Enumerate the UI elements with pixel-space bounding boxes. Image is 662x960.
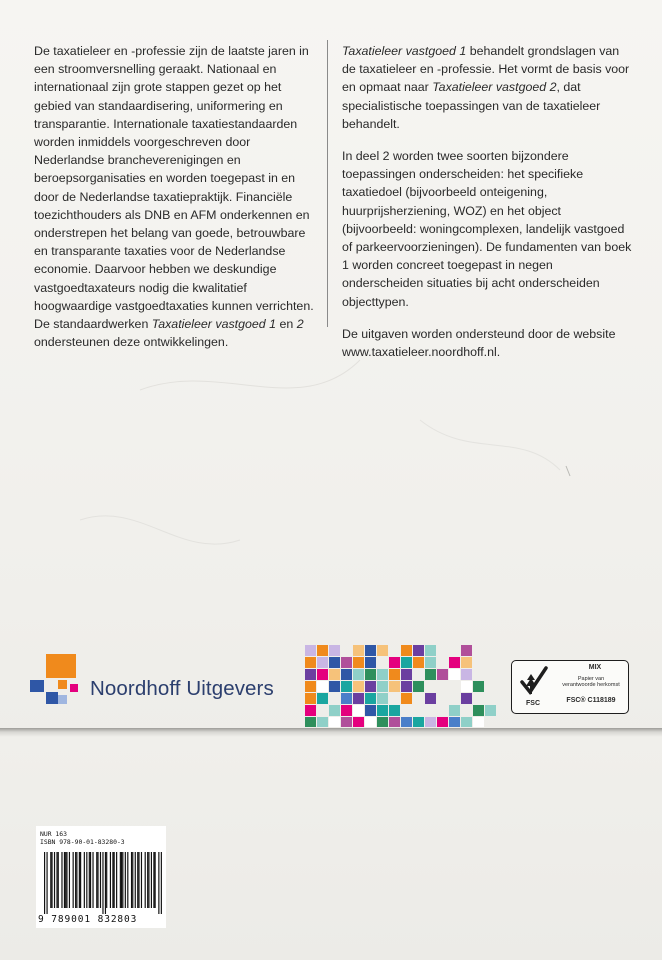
noordhoff-logo-icon	[30, 654, 80, 706]
barcode-bar	[102, 852, 103, 914]
mosaic-tile	[317, 681, 328, 692]
fsc-label-box	[511, 660, 629, 714]
website-paragraph: De uitgaven worden ondersteund door de website www.taxatieleer.noordhoff.nl.	[342, 326, 616, 360]
right-text-column	[342, 42, 634, 375]
barcode-bar	[66, 852, 67, 908]
mosaic-tile	[365, 693, 376, 704]
mosaic-tile	[377, 717, 388, 727]
fsc-line-2: verantwoorde herkomst	[562, 682, 620, 688]
mosaic-tile	[353, 681, 364, 692]
barcode-bar	[155, 852, 156, 908]
mosaic-tile	[353, 645, 364, 656]
barcode-bar	[50, 852, 51, 908]
barcode-bar	[96, 852, 97, 908]
barcode-bar	[135, 852, 136, 908]
barcode-bar	[58, 852, 59, 908]
barcode-bar	[151, 852, 152, 908]
barcode-bar	[100, 852, 101, 908]
barcode-bar	[148, 852, 149, 908]
left-text-column	[34, 42, 316, 365]
mosaic-tile	[353, 669, 364, 680]
mosaic-tile	[425, 657, 436, 668]
barcode-bar	[153, 852, 154, 908]
barcode-bar	[84, 852, 85, 908]
mosaic-tile	[329, 669, 340, 680]
barcode-bar	[80, 852, 81, 908]
mosaic-tile	[305, 717, 316, 727]
mosaic-tile	[305, 705, 316, 716]
mosaic-tile	[461, 645, 472, 656]
mosaic-tile	[329, 717, 340, 727]
mosaic-tile	[305, 669, 316, 680]
fsc-paper-origin	[556, 676, 626, 688]
barcode-bar	[116, 852, 117, 908]
mosaic-tile	[365, 705, 376, 716]
book-description-paragraph	[342, 42, 634, 133]
mosaic-tile	[353, 657, 364, 668]
mosaic-tile	[401, 657, 412, 668]
intro-paragraph: De taxatieleer en -professie zijn de laatste jaren in een stroomversnelling geraakt. Nationaal en internationaal zijn grote stappen gezet op het gebied van standaardisering, uniformering en transparantie. Internationale taxatiestandaarden worden inmiddels voorgeschreven door Nederlandse brancheverenigingen en beroepsorganisaties en worden toegepast in en door de Nederlandse taxatiepraktijk. Financiële toezichthouders als DNB en AFM onderkennen en onderstrepen het belang van goede, betrouwbare en transparante taxaties voor de Nederlandse economie. Daarvoor hebben we deskundige vastgoedtaxateurs nodig die kwalitatief hoogwaardige vastgoedtaxaties kunnen verrichten. De standaardwerken Taxatieleer vastgoed 1 en 2 ondersteunen deze ontwikkelingen.	[34, 44, 314, 350]
fsc-text: FSC	[526, 700, 540, 707]
mosaic-tile	[389, 657, 400, 668]
mosaic-tile	[329, 681, 340, 692]
barcode-bar	[121, 852, 122, 908]
mosaic-tile	[365, 681, 376, 692]
barcode-bar	[56, 852, 57, 908]
mosaic-tile	[353, 717, 364, 727]
barcode-bar	[64, 852, 65, 908]
mosaic-tile	[485, 705, 496, 716]
color-mosaic-pattern	[305, 645, 497, 727]
barcode-bar	[79, 852, 80, 908]
mosaic-tile	[425, 669, 436, 680]
barcode-bar	[61, 852, 62, 908]
barcode-bar	[158, 852, 159, 914]
mosaic-tile	[461, 717, 472, 727]
mosaic-tile	[377, 705, 388, 716]
mosaic-tile	[353, 705, 364, 716]
barcode-bar	[51, 852, 52, 908]
mosaic-tile	[449, 705, 460, 716]
isbn-number: ISBN 978-90-01-83280-3	[40, 838, 125, 846]
mosaic-tile	[305, 693, 316, 704]
mosaic-tile	[413, 717, 424, 727]
mosaic-tile	[377, 693, 388, 704]
mosaic-tile	[341, 705, 352, 716]
fsc-mix-label: MIX	[588, 664, 602, 671]
barcode-bar	[92, 852, 93, 908]
barcode-bar	[131, 852, 132, 908]
mosaic-tile	[461, 681, 472, 692]
cover-fold-edge	[0, 728, 662, 737]
mosaic-tile	[341, 717, 352, 727]
barcode-bar	[147, 852, 148, 908]
mosaic-tile	[341, 693, 352, 704]
barcode-bar	[44, 852, 45, 914]
barcode-bar	[76, 852, 77, 908]
barcode-bar	[114, 852, 115, 908]
barcode-bar	[137, 852, 138, 908]
book-title-2: Taxatieleer vastgoed 2	[432, 80, 557, 95]
publisher-name: Noordhoff Uitgevers	[90, 677, 274, 700]
barcode-bar	[46, 852, 47, 914]
mosaic-tile	[365, 669, 376, 680]
mosaic-tile	[413, 645, 424, 656]
barcode-bar	[54, 852, 55, 908]
book-title-1: Taxatieleer vastgoed 1	[342, 44, 467, 58]
mosaic-tile	[461, 657, 472, 668]
barcode-bar	[112, 852, 113, 908]
mosaic-tile	[341, 657, 352, 668]
mosaic-tile	[401, 669, 412, 680]
barcode-bar	[69, 852, 70, 908]
barcode-bar	[138, 852, 139, 908]
mosaic-tile	[305, 645, 316, 656]
part-two-paragraph: In deel 2 worden twee soorten bijzondere toepassingen onderscheiden: het specifieke taxatiedoel (bijvoorbeeld onteigening, huurprijsherziening, WOZ) en het object (bijvoorbeeld: woningcomplexen, landelijk vastgoed of parkeervoorzieningen). De fundamenten van boek 1 worden concreet toegepast in negen onderscheiden situaties bij acht onderscheiden objecttypen.	[342, 149, 632, 309]
barcode-bar	[122, 852, 123, 908]
description-middle: behandelt grondslagen van de taxatieleer en -professie. Het vormt de basis voor en opmaat naar	[342, 44, 630, 95]
mosaic-tile	[425, 693, 436, 704]
mosaic-tile	[425, 645, 436, 656]
mosaic-tile	[305, 681, 316, 692]
mosaic-tile	[353, 693, 364, 704]
mosaic-tile	[317, 669, 328, 680]
barcode-bar	[86, 852, 87, 908]
mosaic-tile	[377, 645, 388, 656]
nur-code: NUR 163	[40, 830, 67, 838]
barcode-bar	[120, 852, 121, 908]
fsc-line-1: Papier van	[577, 676, 605, 682]
barcode-bar	[97, 852, 98, 908]
mosaic-tile	[329, 645, 340, 656]
barcode-bar	[106, 852, 107, 908]
mosaic-tile	[389, 717, 400, 727]
mosaic-tile	[377, 669, 388, 680]
mosaic-tile	[365, 657, 376, 668]
barcode-bars-icon	[44, 852, 162, 914]
mosaic-tile	[461, 693, 472, 704]
mosaic-tile	[401, 681, 412, 692]
barcode-bar	[125, 852, 126, 908]
barcode-bar	[127, 852, 128, 908]
mosaic-tile	[425, 717, 436, 727]
mosaic-tile	[413, 657, 424, 668]
barcode-bar	[89, 852, 90, 908]
mosaic-tile	[317, 657, 328, 668]
barcode-bar	[65, 852, 66, 908]
column-divider	[327, 40, 328, 327]
mosaic-tile	[305, 657, 316, 668]
barcode-bar	[105, 852, 106, 914]
mosaic-tile	[449, 669, 460, 680]
barcode-bar	[110, 852, 111, 908]
mosaic-tile	[401, 717, 412, 727]
mosaic-tile	[365, 645, 376, 656]
mosaic-tile	[389, 669, 400, 680]
mosaic-tile	[473, 705, 484, 716]
barcode-bar	[75, 852, 76, 908]
mosaic-tile	[401, 645, 412, 656]
description-end: , dat specialistische toepassingen van de taxatieleer behandelt.	[342, 80, 601, 131]
mosaic-tile	[377, 681, 388, 692]
mosaic-tile	[449, 657, 460, 668]
fsc-code: FSC® C118189	[566, 697, 616, 704]
barcode-bar	[141, 852, 142, 908]
mosaic-tile	[437, 717, 448, 727]
barcode-bar	[73, 852, 74, 908]
mosaic-tile	[389, 705, 400, 716]
barcode-bar	[161, 852, 162, 914]
mosaic-tile	[329, 705, 340, 716]
mosaic-tile	[401, 693, 412, 704]
barcode-digits: 9 789001 832803	[38, 914, 138, 925]
mosaic-tile	[317, 717, 328, 727]
mosaic-tile	[365, 717, 376, 727]
mosaic-tile	[341, 681, 352, 692]
mosaic-tile	[317, 693, 328, 704]
barcode-label	[36, 826, 166, 928]
barcode-bar	[132, 852, 133, 908]
mosaic-tile	[473, 717, 484, 727]
mosaic-tile	[317, 645, 328, 656]
mosaic-tile	[389, 681, 400, 692]
mosaic-tile	[437, 669, 448, 680]
mosaic-tile	[341, 669, 352, 680]
mosaic-tile	[329, 657, 340, 668]
mosaic-tile	[473, 681, 484, 692]
mosaic-tile	[449, 717, 460, 727]
mosaic-tile	[413, 681, 424, 692]
barcode-bar	[145, 852, 146, 908]
barcode-bar	[90, 852, 91, 908]
mosaic-tile	[461, 669, 472, 680]
